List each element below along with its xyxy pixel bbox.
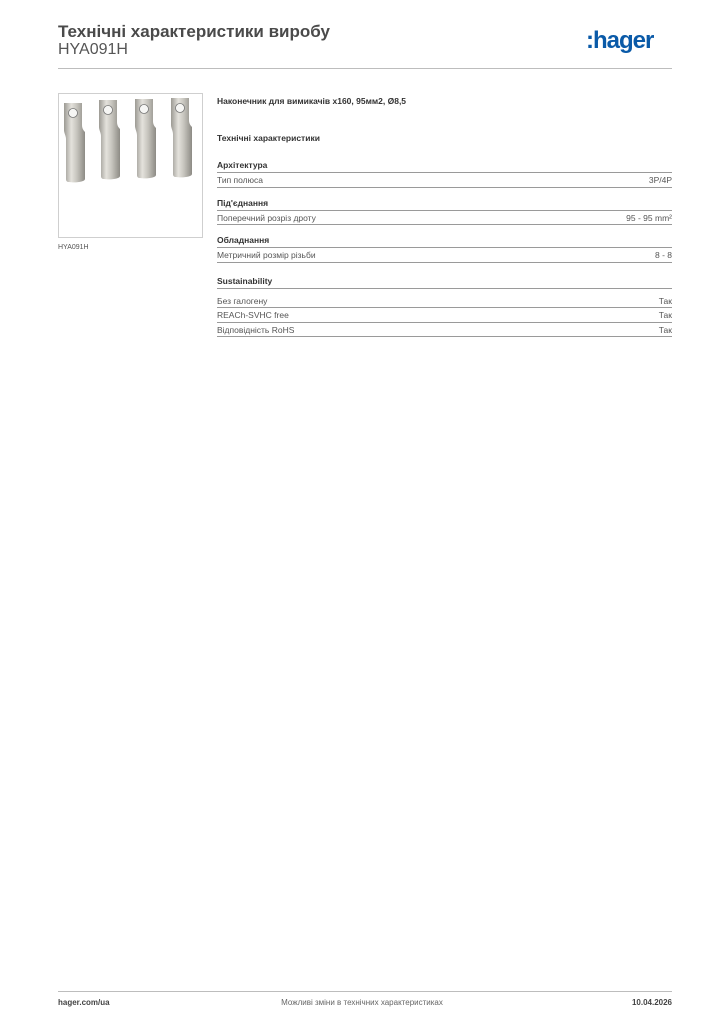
product-description: Наконечник для вимикачів x160, 95мм2, Ø8,5 xyxy=(217,96,407,106)
spec-value: 95 - 95 mm² xyxy=(626,212,672,223)
footer-note: Можливі зміни в технічних характеристиках xyxy=(281,998,443,1007)
spec-label: Без галогену xyxy=(217,295,268,306)
spec-row xyxy=(217,294,672,309)
spec-group-title: Архітектура xyxy=(217,160,672,173)
spec-group-title: Під'єднання xyxy=(217,198,672,211)
spec-value: Так xyxy=(658,324,672,335)
spec-value: Так xyxy=(658,295,672,306)
hager-logo xyxy=(586,28,672,54)
footer-divider xyxy=(58,991,672,992)
cable-lug-3 xyxy=(135,99,156,178)
spec-value: Так xyxy=(658,310,672,320)
cable-lug-2 xyxy=(99,100,120,179)
hager-logo-text: :hager xyxy=(586,28,654,54)
spec-group-title: Sustainability xyxy=(217,276,672,289)
cable-lug-1 xyxy=(64,103,85,182)
spec-row xyxy=(217,323,672,338)
spec-section xyxy=(217,96,672,337)
spec-group-architecture xyxy=(217,160,672,188)
product-image-caption: HYA091H xyxy=(58,244,89,251)
spec-row xyxy=(217,308,672,323)
spec-label: Поперечний розріз дроту xyxy=(217,212,316,223)
spec-label: Відповідність RoHS xyxy=(217,324,295,335)
spec-label: REACh-SVHC free xyxy=(217,310,289,320)
spec-group-connection xyxy=(217,198,672,226)
product-code: HYA091H xyxy=(58,41,128,58)
spec-label: Метричний розмір різьби xyxy=(217,250,316,260)
cable-lug-4 xyxy=(171,98,192,177)
spec-value: 3P/4P xyxy=(648,175,672,185)
header-divider xyxy=(58,68,672,69)
spec-label: Тип полюса xyxy=(217,175,263,185)
spec-row xyxy=(217,211,672,226)
footer-date: 10.04.2026 xyxy=(631,998,672,1007)
spec-group-sustainability xyxy=(217,276,672,338)
spec-group-equipment xyxy=(217,235,672,263)
spec-row xyxy=(217,248,672,263)
footer-website: hager.com/ua xyxy=(58,998,110,1007)
product-image xyxy=(58,93,203,238)
page-title: Технічні характеристики виробу xyxy=(58,22,330,41)
spec-group-title: Обладнання xyxy=(217,235,672,248)
spec-heading: Технічні характеристики xyxy=(217,133,320,143)
spec-value: 8 - 8 xyxy=(654,250,672,260)
spec-row xyxy=(217,173,672,188)
